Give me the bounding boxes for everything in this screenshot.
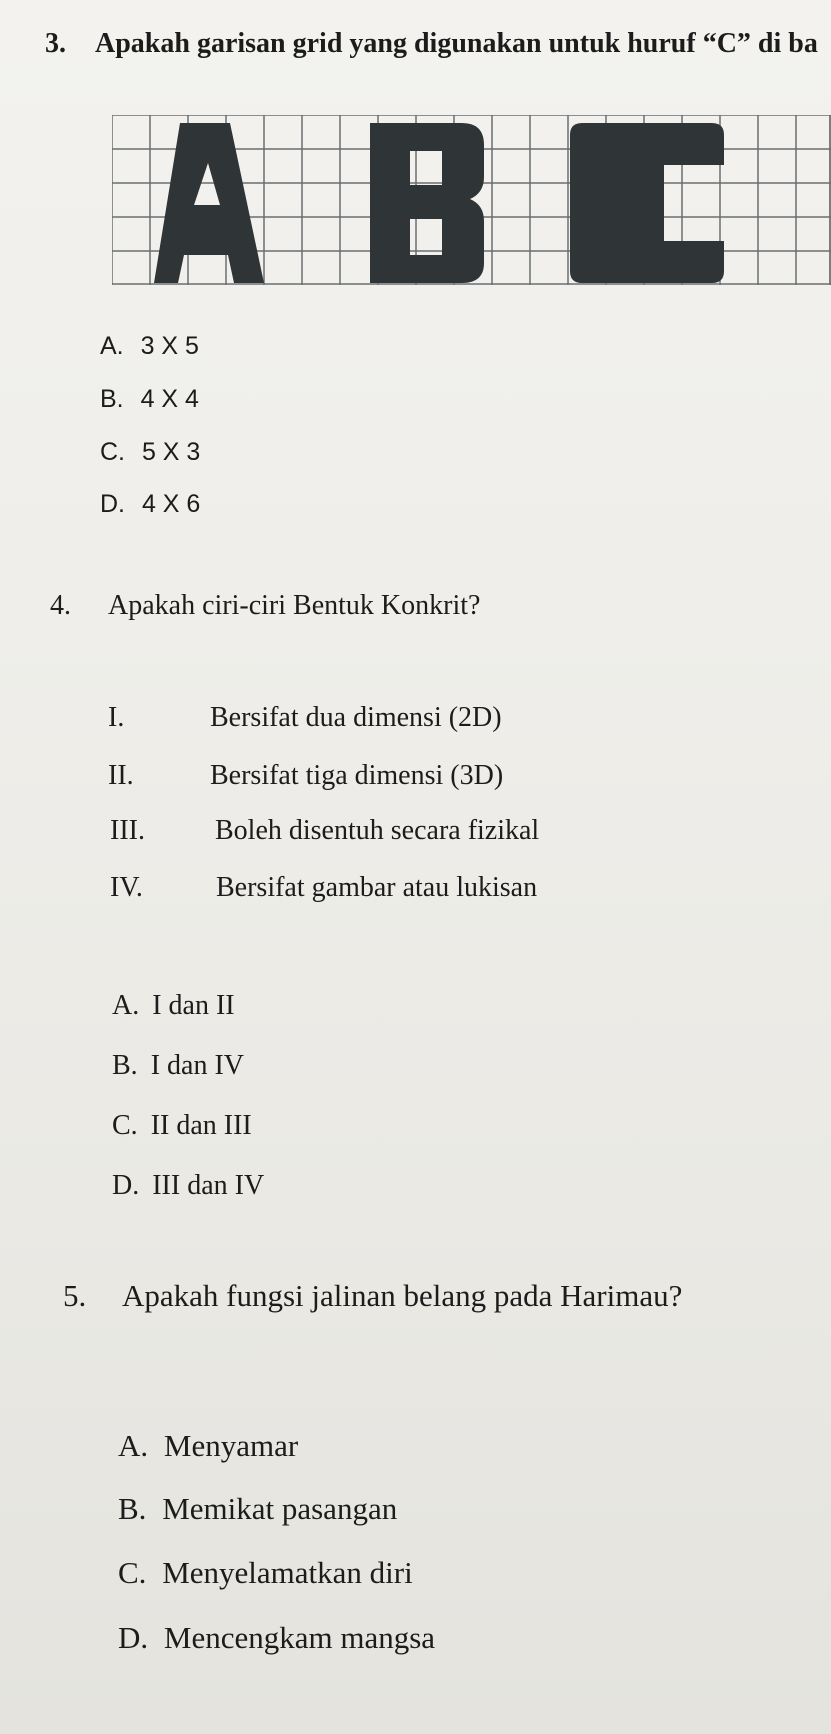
q5-option-d-text: Mencengkam mangsa (163, 1620, 436, 1655)
q3-option-d-text: 4 X 6 (141, 490, 201, 518)
q4-option-b-letter: B. (112, 1050, 138, 1081)
question-4-text: Apakah ciri-ciri Bentuk Konkrit? (108, 590, 481, 621)
letter-c-glyph: C (642, 200, 643, 201)
q5-option-c[interactable] (118, 1555, 413, 1591)
q3-option-d[interactable] (100, 490, 200, 519)
q5-option-d[interactable] (118, 1620, 435, 1656)
q3-option-a[interactable] (100, 332, 199, 361)
statement-i-numeral: I. (108, 702, 125, 733)
letter-b-glyph: B (422, 200, 423, 201)
question-5-number: 5. (63, 1278, 87, 1313)
q4-option-a-text: I dan II (152, 990, 235, 1021)
statement-iv-text: Bersifat gambar atau lukisan (216, 872, 538, 903)
q5-option-a-text: Menyamar (163, 1428, 299, 1463)
q3-option-b[interactable] (100, 385, 199, 414)
q4-option-d-text: III dan IV (152, 1170, 265, 1201)
q4-option-a[interactable] (112, 990, 235, 1022)
q3-option-c-text: 5 X 3 (141, 438, 201, 466)
q5-option-a-letter: A. (118, 1428, 149, 1463)
letter-b-shape (370, 123, 484, 283)
q4-option-d-letter: D. (112, 1170, 140, 1201)
q5-option-c-letter: C. (118, 1555, 147, 1590)
q3-option-a-text: 3 X 5 (140, 332, 199, 360)
q3-option-c-letter: C. (100, 438, 125, 466)
statement-ii-text: Bersifat tiga dimensi (3D) (210, 760, 504, 791)
q5-option-d-letter: D. (118, 1620, 149, 1655)
q3-option-b-text: 4 X 4 (140, 385, 199, 413)
statement-iii-numeral: III. (110, 815, 145, 846)
q4-option-c[interactable] (112, 1110, 252, 1142)
statement-iv-numeral: IV. (110, 872, 143, 903)
q3-option-d-letter: D. (100, 490, 125, 518)
q4-option-a-letter: A. (112, 990, 140, 1021)
letter-a-shape (154, 123, 264, 283)
letter-grid-figure (112, 115, 831, 285)
q4-option-c-letter: C. (112, 1110, 138, 1141)
statement-iii-text: Boleh disentuh secara fizikal (215, 815, 540, 846)
q3-option-c[interactable] (100, 438, 200, 467)
letter-c-shape (570, 123, 724, 283)
q3-option-a-letter: A. (100, 332, 124, 360)
q5-option-a[interactable] (118, 1428, 298, 1464)
q4-option-d[interactable] (112, 1170, 264, 1202)
statement-i-text: Bersifat dua dimensi (2D) (210, 702, 502, 733)
q5-option-b[interactable] (118, 1491, 397, 1527)
q4-option-b-text: I dan IV (150, 1050, 244, 1081)
statement-ii-numeral: II. (108, 760, 134, 791)
question-4-number: 4. (50, 590, 71, 621)
q5-option-c-text: Menyelamatkan diri (162, 1555, 413, 1590)
question-3-text: Apakah garisan grid yang digunakan untuk huruf “C” di ba (95, 28, 818, 59)
question-3-number: 3. (45, 28, 66, 59)
q5-option-b-text: Memikat pasangan (162, 1491, 398, 1526)
q4-option-c-text: II dan III (150, 1110, 252, 1141)
letter-a-glyph: A (207, 200, 208, 201)
question-5-text: Apakah fungsi jalinan belang pada Harimau? (122, 1278, 683, 1313)
q3-option-b-letter: B. (100, 385, 124, 413)
letter-grid-svg (112, 115, 831, 285)
q4-option-b[interactable] (112, 1050, 244, 1082)
q5-option-b-letter: B. (118, 1491, 147, 1526)
